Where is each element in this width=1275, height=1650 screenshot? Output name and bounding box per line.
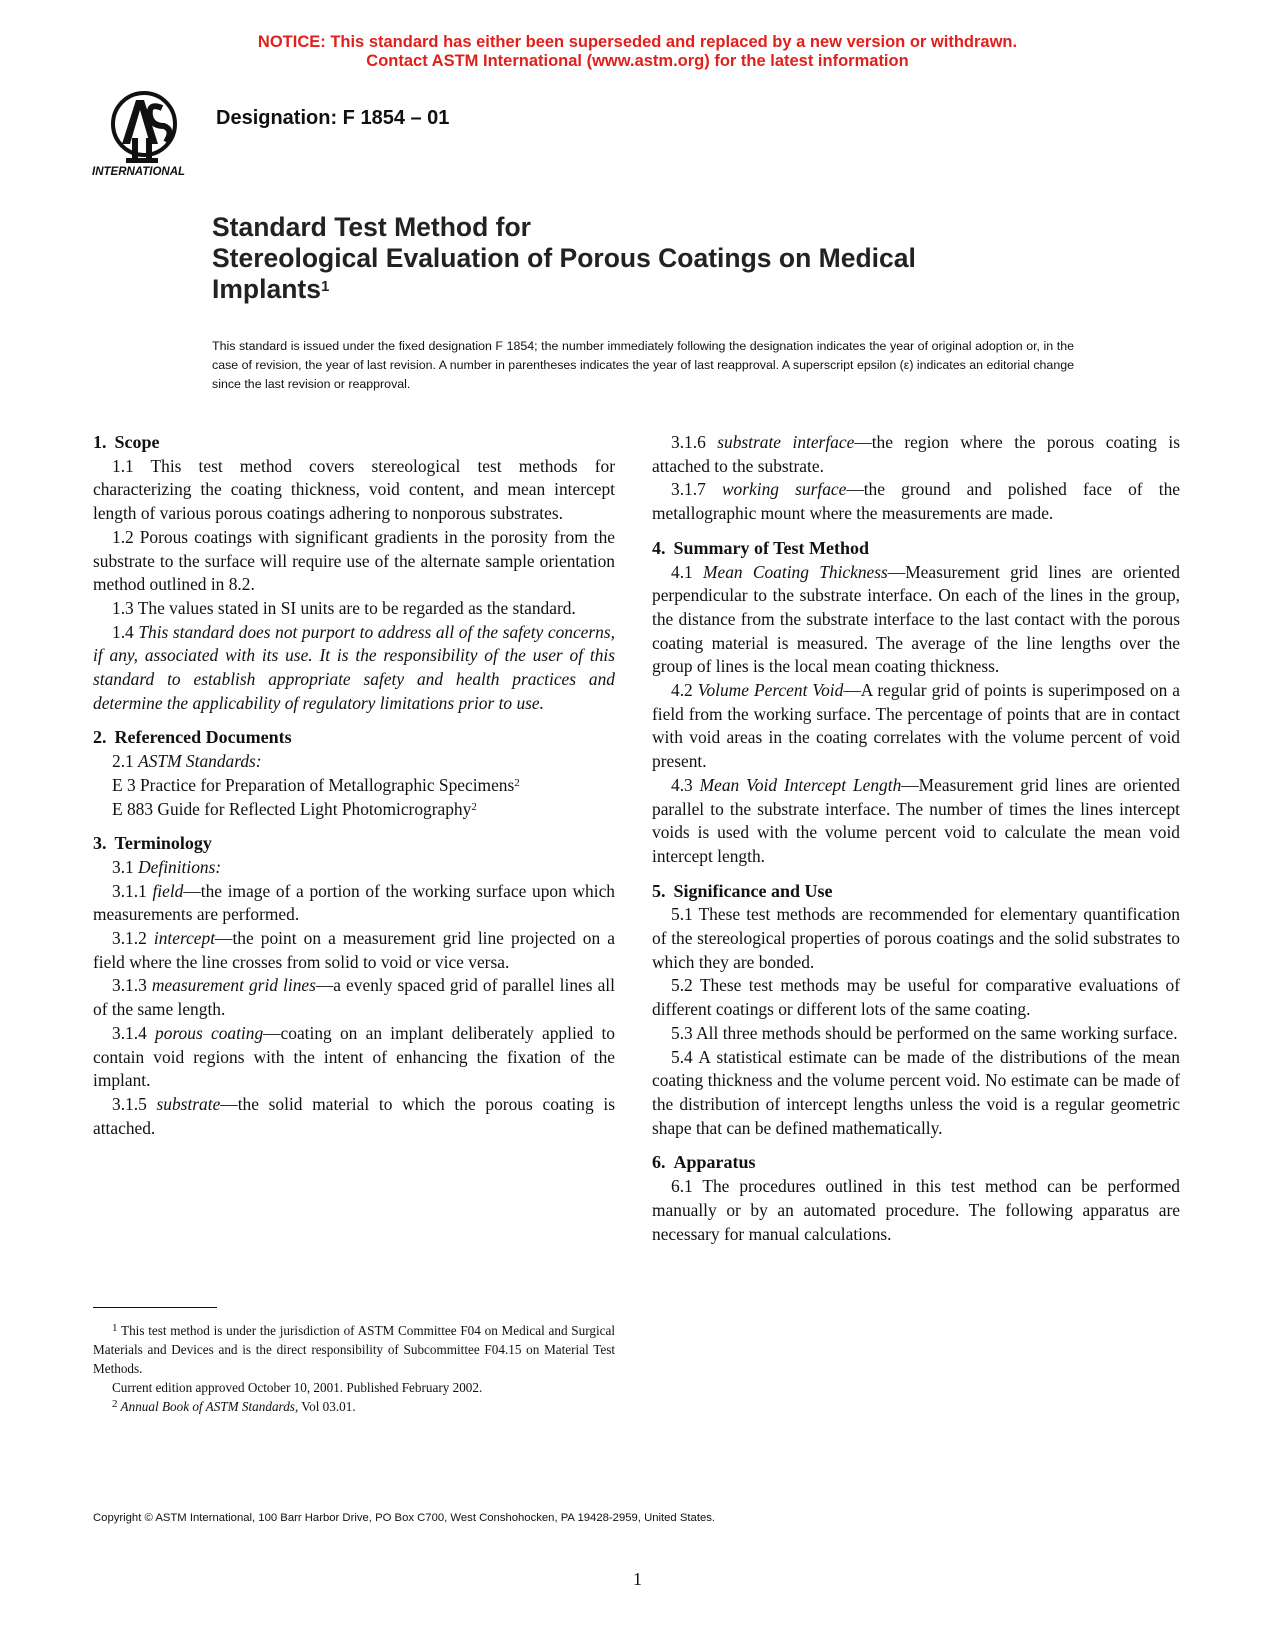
astm-logo-icon [92, 86, 200, 178]
paragraph-1-3: 1.3 The values stated in SI units are to be regarded as the standard. [112, 597, 576, 618]
title-footnote-mark: 1 [320, 278, 330, 295]
definition-text: —the region where the porous coating is attached to the substrate. [652, 432, 1180, 476]
paragraph-number: 1.4 [112, 621, 139, 642]
section-title: Significance and Use [673, 880, 833, 901]
paragraph-number: 3.1.4 [112, 1022, 156, 1043]
footnote-mark: 2 [514, 776, 520, 789]
document-title [212, 212, 1112, 305]
footnote-text: , Vol 03.01. [294, 1399, 356, 1414]
paragraph-number: 3.1.3 [112, 975, 152, 996]
paragraph-5-2: 5.2 These test methods may be useful for comparative evaluations of different coatings or different lots of the same coating. [652, 975, 1180, 1020]
subsection-title: Definitions: [138, 856, 222, 877]
astm-logo [92, 86, 200, 178]
paragraph-number: 3.1.6 [671, 432, 718, 452]
paragraph-number: 2.1 [112, 751, 139, 772]
page-number: 1 [633, 1569, 642, 1589]
definition-measurement-grid-lines [93, 974, 615, 1021]
paragraph-number: 4.2 [671, 680, 698, 701]
designation: Designation: F 1854 – 01 [216, 107, 450, 129]
paragraph-1-2: 1.2 Porous coatings with significant gradients in the porosity from the substrate to the surface will require use of the alternate sample orientation method outlined in 8.2. [93, 526, 615, 595]
section-heading-referenced-documents [93, 726, 615, 750]
section-number: 2. [93, 727, 107, 748]
summary-text: —A regular grid of points is superimposed on a field from the working surface. The percentage of points that are in contact with void areas in the coating correlates with the volume percent of void present. [652, 680, 1181, 772]
section-heading-apparatus [652, 1151, 1180, 1175]
withdrawn-notice [0, 33, 1275, 71]
paragraph-number: 4.3 [671, 774, 700, 795]
footnote-mark: 2 [112, 1398, 118, 1410]
definition-substrate [93, 1093, 615, 1140]
footnote-1 [93, 1321, 615, 1378]
summary-term: Mean Coating Thickness [703, 561, 888, 582]
title-line-3-text: Implants [212, 274, 321, 304]
summary-term: Volume Percent Void [697, 680, 844, 701]
definition-porous-coating [93, 1022, 615, 1093]
definition-working-surface [652, 478, 1180, 525]
footnote-book-title: Annual Book of ASTM Standards [117, 1399, 295, 1414]
reference-text: E 883 Guide for Reflected Light Photomicrography [112, 798, 472, 819]
footnote-text: This test method is under the jurisdiction of ASTM Committee F04 on Medical and Surgical Materials and Devices and is the direct responsibility of Subcommittee F04.15 on Material Test Methods. [93, 1323, 615, 1376]
footnote-divider [93, 1307, 217, 1308]
summary-text: —Measurement grid lines are oriented parallel to the substrate interface. The number of times the lines intercept voids is used with the volume percent void to calculate the mean void intercept length. [652, 774, 1180, 866]
left-column [93, 431, 615, 1140]
paragraph-number: 3.1.2 [112, 928, 154, 949]
section-heading-terminology [93, 832, 615, 856]
section-number: 1. [93, 432, 107, 452]
definition-term: substrate interface [717, 432, 855, 452]
paragraph-5-1: 5.1 These test methods are recommended for elementary quantification of the stereological properties of porous coatings and the solid substrates to which they are bonded. [652, 904, 1180, 972]
definition-field [93, 880, 615, 927]
footnote-1-edition: Current edition approved October 10, 2001. Published February 2002. [112, 1380, 483, 1395]
reference-e3 [93, 774, 615, 798]
paragraph-4-2 [652, 679, 1180, 774]
paragraph-5-3: 5.3 All three methods should be performed on the same working surface. [671, 1022, 1178, 1043]
notice-line-2: Contact ASTM International (www.astm.org) for the latest information [366, 52, 909, 70]
summary-term: Mean Void Intercept Length [699, 774, 902, 795]
paragraph-number: 3.1.7 [671, 479, 722, 500]
subsection-title: ASTM Standards: [138, 751, 262, 772]
footnote-mark: 1 [112, 1322, 118, 1334]
paragraph-4-1 [652, 561, 1180, 680]
section-number: 6. [652, 1152, 666, 1173]
paragraph-number: 4.1 [671, 561, 704, 582]
section-heading-scope [93, 431, 615, 455]
section-number: 3. [93, 833, 107, 854]
section-title: Apparatus [673, 1152, 756, 1173]
right-column [652, 431, 1180, 1246]
paragraph-1-1: 1.1 This test method covers stereological test methods for characterizing the coating thickness, void content, and mean intercept length of various porous coatings adhering to nonporous substrates. [93, 455, 615, 524]
paragraph-number: 3.1.1 [112, 880, 153, 901]
definition-term: intercept [153, 928, 216, 949]
definition-text: —coating on an implant deliberately applied to contain void regions with the intent of enhancing the fixation of the implant. [93, 1022, 615, 1091]
reference-e883 [93, 798, 615, 822]
section-title: Scope [114, 432, 160, 452]
definition-substrate-interface [652, 431, 1180, 478]
definition-term: measurement grid lines [151, 975, 316, 996]
section-heading-summary [652, 537, 1180, 561]
paragraph-number: 3.1 [112, 856, 139, 877]
paragraph-4-3 [652, 774, 1180, 869]
paragraph-2-1 [93, 750, 615, 774]
definition-text: —the ground and polished face of the metallographic mount where the measurements are made. [652, 479, 1180, 524]
section-title: Referenced Documents [114, 727, 292, 748]
paragraph-3-1 [93, 856, 615, 880]
copyright-line: Copyright © ASTM International, 100 Barr Harbor Drive, PO Box C700, West Conshohocken, PA 19428-2959, United States. [93, 1512, 716, 1524]
definition-text: —a evenly spaced grid of parallel lines all of the same length. [93, 975, 615, 1020]
definition-text: —the image of a portion of the working surface upon which measurements are performed. [93, 880, 615, 925]
issue-note: This standard is issued under the fixed designation F 1854; the number immediately following the designation indicates the year of original adoption or, in the case of revision, the year of last revision. A number in parentheses indicates the year of last reapproval. A superscript epsilon (ε) indicates an editorial change since the last revision or reapproval. [212, 339, 1074, 391]
footnote-2 [93, 1397, 615, 1416]
reference-text: E 3 Practice for Preparation of Metallographic Specimens [112, 774, 515, 795]
definition-text: —the point on a measurement grid line projected on a field where the line crosses from solid to void or vice versa. [93, 928, 615, 972]
definition-text: —the solid material to which the porous coating is attached. [93, 1093, 615, 1138]
footnotes [93, 1307, 615, 1416]
paragraph-5-4: 5.4 A statistical estimate can be made of the distributions of the mean coating thickness and the volume percent void. No estimate can be made of the distribution of intercept lengths unless the void is a regular geometric shape that can be defined mathematically. [652, 1046, 1180, 1138]
paragraph-number: 3.1.5 [112, 1093, 157, 1114]
definition-term: porous coating [155, 1022, 264, 1043]
title-line-2: Stereological Evaluation of Porous Coatings on Medical [212, 243, 916, 273]
notice-line-1: NOTICE: This standard has either been superseded and replaced by a new version or withdrawn. [257, 33, 1018, 51]
safety-caveat: This standard does not purport to address all of the safety concerns, if any, associated with its use. It is the responsibility of the user of this standard to establish appropriate safety and health practices and determine the applicability of regulatory limitations prior to use. [93, 621, 615, 713]
logo-wordmark: INTERNATIONAL [92, 166, 186, 178]
section-title: Summary of Test Method [673, 537, 870, 558]
summary-text: —Measurement grid lines are oriented perpendicular to the substrate interface. On each of the lines in the group, the distance from the substrate interface to the last contact with the porous coating material is measured. The average of the line lengths over the group of lines is the local mean coating thickness. [652, 561, 1180, 677]
title-line-3 [212, 274, 1112, 305]
definition-term: field [152, 880, 184, 901]
definition-intercept [93, 927, 615, 974]
title-line-1: Standard Test Method for [212, 212, 531, 242]
section-title: Terminology [114, 833, 212, 854]
definition-term: working surface [721, 479, 847, 500]
paragraph-1-4 [93, 621, 615, 716]
paragraph-6-1: 6.1 The procedures outlined in this test method can be performed manually or by an automated procedure. The following apparatus are necessary for manual calculations. [652, 1176, 1180, 1244]
definition-term: substrate [156, 1093, 221, 1114]
footnote-mark: 2 [471, 800, 477, 813]
section-number: 4. [652, 537, 666, 558]
section-number: 5. [652, 880, 666, 901]
section-heading-significance [652, 880, 1180, 904]
